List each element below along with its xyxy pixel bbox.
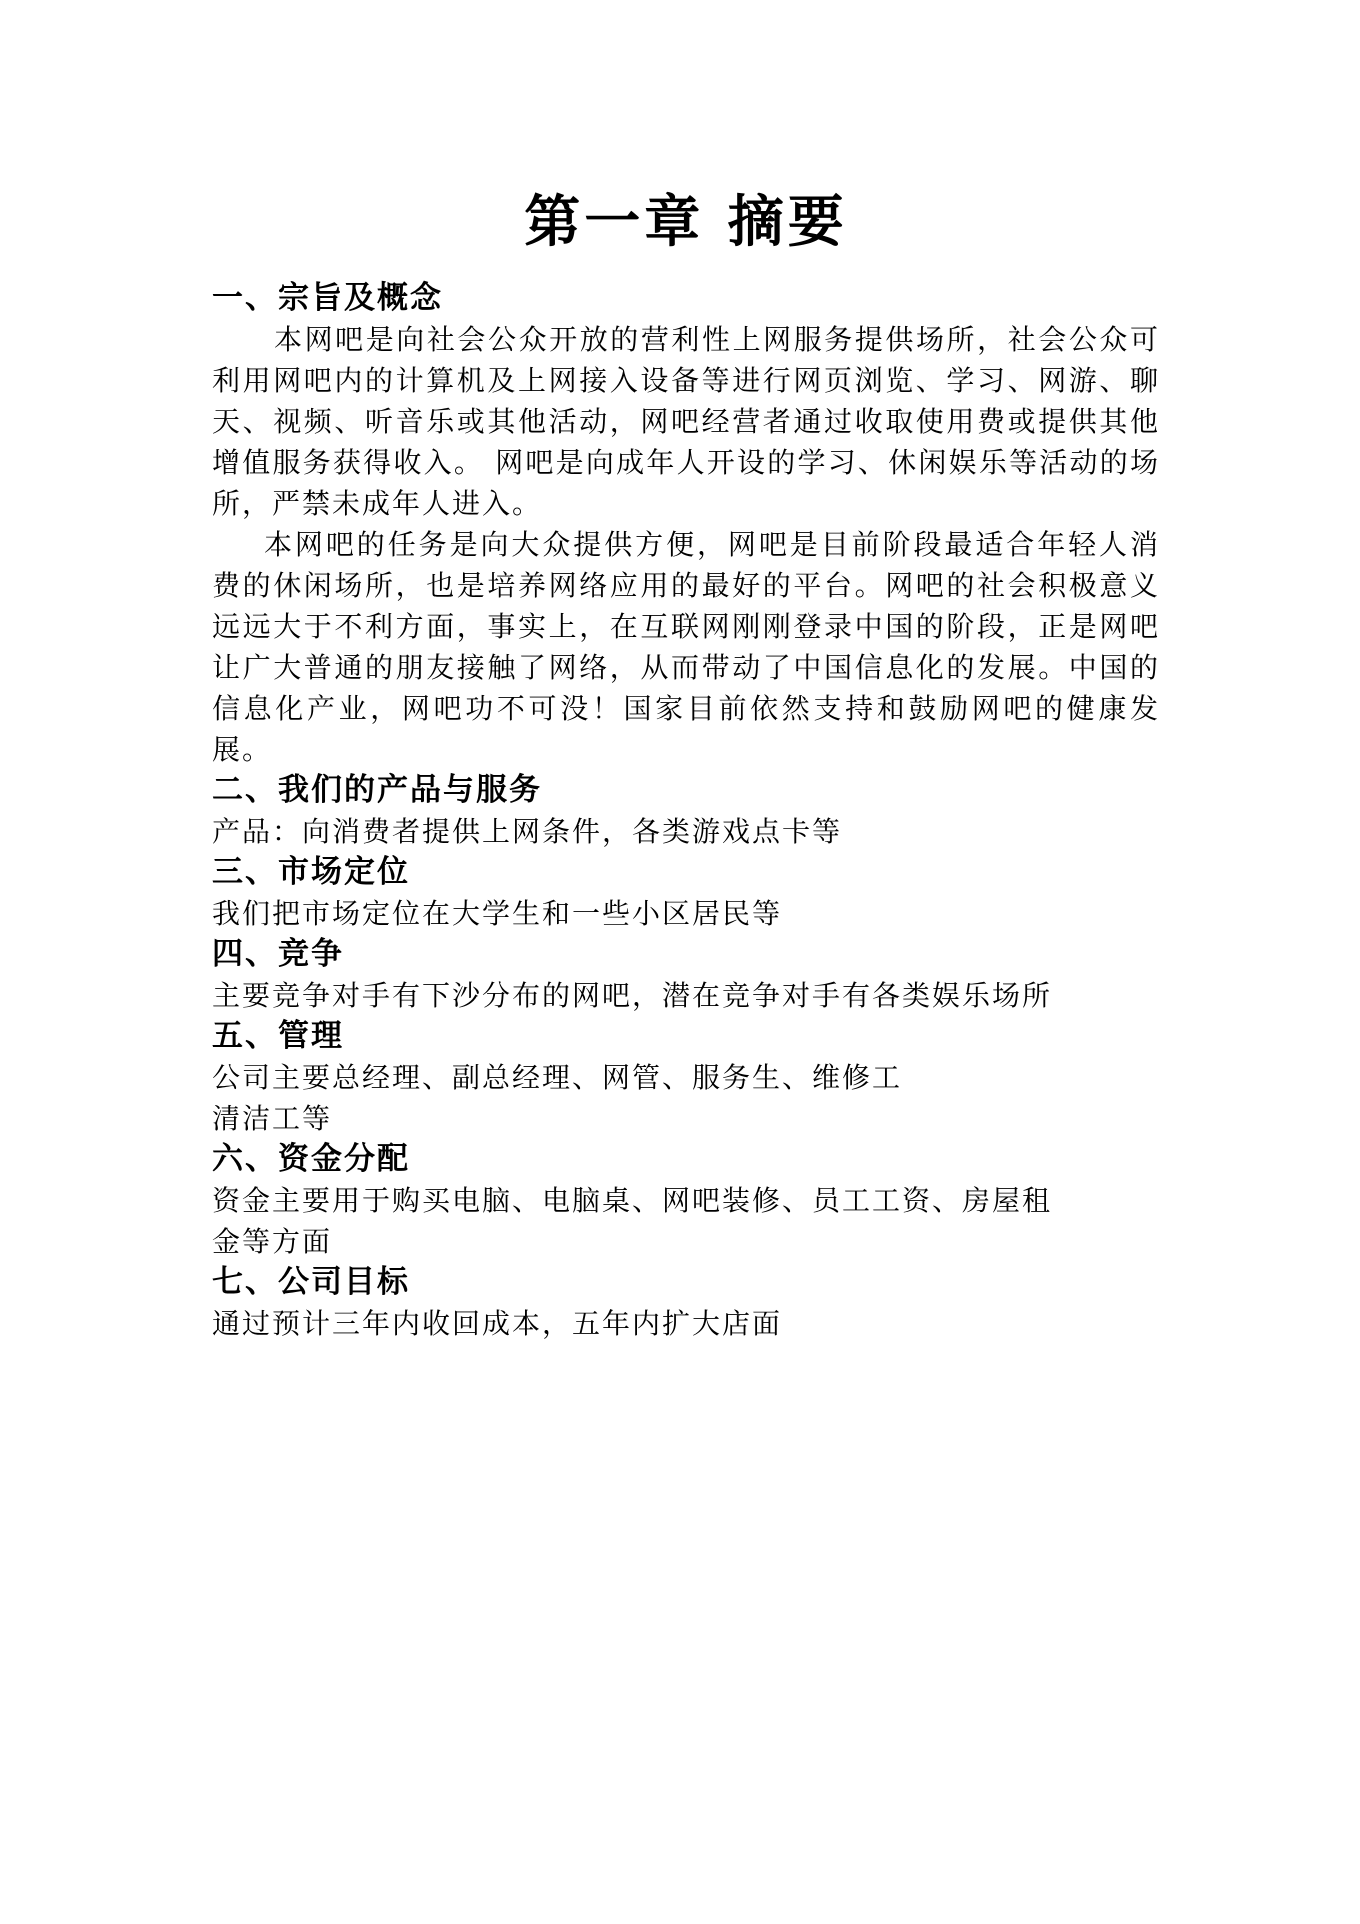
section-heading: 六、资金分配 xyxy=(212,1141,410,1177)
section-management xyxy=(212,1016,1160,1139)
section-line: 公司主要总经理、副总经理、网管、服务生、维修工 xyxy=(212,1061,903,1094)
section-goals xyxy=(212,1262,1160,1344)
section-competition xyxy=(212,934,1160,1016)
section-heading: 一、宗旨及概念 xyxy=(212,280,443,316)
section-paragraph: 本网吧的任务是向大众提供方便，网吧是目前阶段最适合年轻人消费的休闲场所，也是培养网络应用的最好的平台。网吧的社会积极意义远远大于不利方面，事实上，在互联网刚刚登录中国的阶段，正是网吧让广大普通的朋友接触了网络，从而带动了中国信息化的发展。中国的信息化产业，网吧功不可没！国家目前依然支持和鼓励网吧的健康发展。 xyxy=(212,528,1160,766)
section-line: 金等方面 xyxy=(212,1225,333,1258)
section-line: 主要竞争对手有下沙分布的网吧，潜在竞争对手有各类娱乐场所 xyxy=(212,979,1053,1012)
section-paragraph: 本网吧是向社会公众开放的营利性上网服务提供场所，社会公众可利用网吧内的计算机及上网接入设备等进行网页浏览、学习、网游、聊天、视频、听音乐或其他活动，网吧经营者通过收取使用费或提供其他增值服务获得收入。 网吧是向成年人开设的学习、休闲娱乐等活动的场所，严禁未成年人进入。 xyxy=(212,323,1160,520)
section-purpose xyxy=(212,278,1160,770)
section-heading: 七、公司目标 xyxy=(212,1264,410,1300)
page-title: 第一章 摘要 xyxy=(524,189,848,255)
section-heading: 四、竞争 xyxy=(212,936,344,972)
section-market-positioning xyxy=(212,852,1160,934)
section-line: 资金主要用于购买电脑、电脑桌、网吧装修、员工工资、房屋租 xyxy=(212,1184,1053,1217)
section-line: 清洁工等 xyxy=(212,1102,333,1135)
section-heading: 二、我们的产品与服务 xyxy=(212,772,542,808)
section-funding xyxy=(212,1139,1160,1262)
section-heading: 三、市场定位 xyxy=(212,854,410,890)
document-body xyxy=(212,190,1160,1344)
section-line: 产品：向消费者提供上网条件，各类游戏点卡等 xyxy=(212,815,843,848)
section-line: 通过预计三年内收回成本，五年内扩大店面 xyxy=(212,1307,783,1340)
section-line: 我们把市场定位在大学生和一些小区居民等 xyxy=(212,897,783,930)
section-products xyxy=(212,770,1160,852)
section-heading: 五、管理 xyxy=(212,1018,344,1054)
